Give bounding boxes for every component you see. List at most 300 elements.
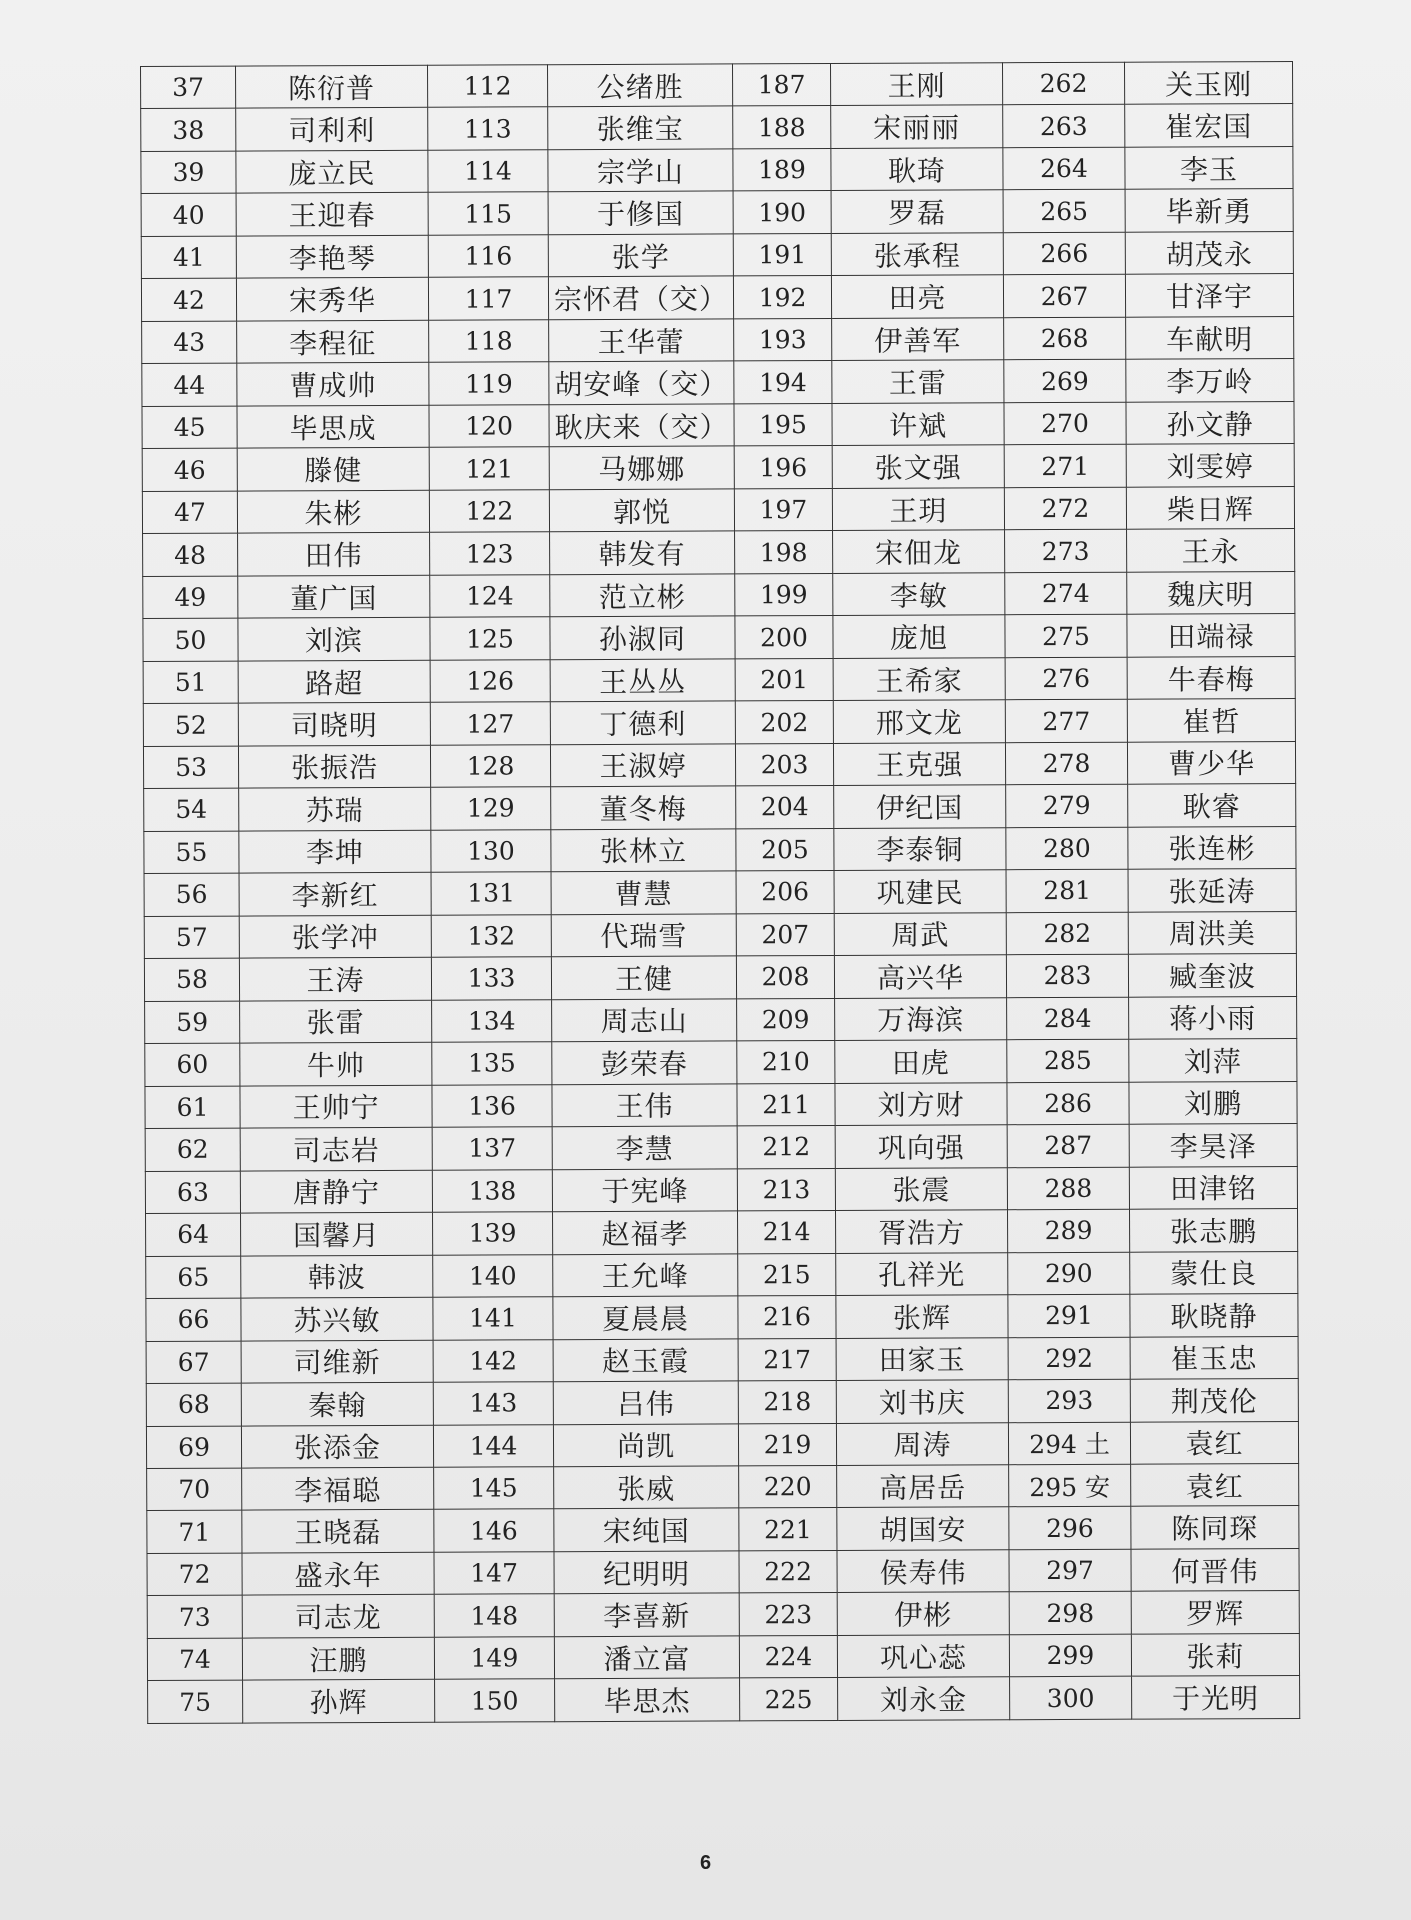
row-number-cell: 149	[434, 1637, 554, 1680]
row-number-cell: 206	[736, 871, 834, 914]
row-number-cell: 197	[734, 488, 832, 531]
name-cell: 代瑞雪	[551, 914, 736, 957]
name-cell: 王帅宁	[240, 1085, 432, 1128]
row-number-cell: 64	[146, 1213, 241, 1256]
row-number-cell: 284	[1007, 997, 1129, 1040]
name-cell: 潘立富	[554, 1636, 739, 1679]
name-cell: 苏瑞	[239, 787, 431, 830]
row-number-cell: 46	[142, 448, 237, 491]
name-cell: 车献明	[1126, 316, 1294, 359]
row-number-cell: 276	[1005, 657, 1127, 700]
name-cell: 朱彬	[237, 490, 429, 533]
name-cell: 柴日辉	[1126, 486, 1294, 529]
row-number-cell: 134	[432, 999, 552, 1042]
name-cell: 蒋小雨	[1129, 996, 1297, 1039]
row-number-cell: 130	[431, 829, 551, 872]
row-number-cell: 205	[736, 828, 834, 871]
table-row	[143, 614, 1295, 662]
row-number-cell: 116	[428, 235, 548, 278]
row-number-cell: 45	[142, 406, 237, 449]
row-number-cell: 43	[142, 321, 237, 364]
row-number-cell: 144	[433, 1424, 553, 1467]
table-row	[141, 104, 1293, 152]
row-number-cell: 209	[737, 998, 835, 1041]
row-number-cell: 216	[738, 1296, 836, 1339]
row-number-cell: 51	[143, 661, 238, 704]
row-number-cell: 139	[433, 1212, 553, 1255]
name-cell: 庞立民	[236, 150, 428, 193]
name-cell: 唐静宁	[240, 1170, 432, 1213]
row-number-cell: 50	[143, 618, 238, 661]
name-cell: 周武	[834, 912, 1006, 955]
row-number-cell: 121	[429, 447, 549, 490]
name-cell: 孙辉	[243, 1680, 435, 1723]
name-cell: 张林立	[551, 829, 736, 872]
row-number-cell: 70	[147, 1468, 242, 1511]
name-cell: 王华蕾	[549, 319, 734, 362]
row-number-cell: 140	[433, 1254, 553, 1297]
name-cell: 周涛	[836, 1422, 1008, 1465]
row-number-cell: 199	[735, 573, 833, 616]
row-number-cell: 63	[145, 1171, 240, 1214]
row-number-cell: 286	[1007, 1082, 1129, 1125]
row-number-cell: 225	[740, 1678, 838, 1721]
roster-table	[140, 61, 1300, 1724]
name-cell: 张文强	[832, 445, 1004, 488]
row-number-cell: 291	[1008, 1294, 1130, 1337]
name-cell: 邢文龙	[833, 700, 1005, 743]
name-cell: 韩波	[241, 1255, 433, 1298]
name-cell: 何晋伟	[1131, 1548, 1299, 1591]
table-row	[142, 359, 1294, 407]
row-number-cell: 38	[141, 109, 236, 152]
table-row	[145, 1166, 1297, 1214]
row-number-cell: 267	[1003, 275, 1125, 318]
row-number-cell: 287	[1007, 1124, 1129, 1167]
table-row	[147, 1548, 1299, 1596]
table-row	[143, 529, 1295, 577]
name-cell: 李敏	[833, 573, 1005, 616]
row-number-cell: 188	[733, 106, 831, 149]
row-number-cell: 122	[429, 490, 549, 533]
name-cell: 国馨月	[241, 1212, 433, 1255]
name-cell: 巩建民	[834, 870, 1006, 913]
name-cell: 宋秀华	[236, 278, 428, 321]
row-number-cell: 270	[1004, 402, 1126, 445]
page-number: 6	[699, 1852, 712, 1874]
name-cell: 盛永年	[242, 1552, 434, 1595]
row-number-cell: 68	[146, 1383, 241, 1426]
row-number-cell: 39	[141, 151, 236, 194]
name-cell: 路超	[238, 660, 430, 703]
row-number-cell: 294 土	[1008, 1422, 1130, 1465]
row-number-cell: 73	[147, 1596, 242, 1639]
name-cell: 张志鹏	[1129, 1209, 1297, 1252]
table-row	[145, 996, 1297, 1044]
row-number-cell: 290	[1008, 1252, 1130, 1295]
name-cell: 蒙仕良	[1130, 1251, 1298, 1294]
row-number-cell: 145	[434, 1467, 554, 1510]
table-row	[146, 1421, 1298, 1469]
name-cell: 李泰铜	[834, 827, 1006, 870]
row-number-cell: 275	[1005, 614, 1127, 657]
name-cell: 田伟	[238, 533, 430, 576]
row-number-cell: 217	[738, 1338, 836, 1381]
name-cell: 袁红	[1130, 1421, 1298, 1464]
name-cell: 孙淑同	[550, 616, 735, 659]
row-number-cell: 56	[144, 873, 239, 916]
name-cell: 崔宏国	[1125, 104, 1293, 147]
name-cell: 张学	[548, 234, 733, 277]
name-cell: 王希家	[833, 658, 1005, 701]
table-row	[144, 954, 1296, 1002]
name-cell: 滕健	[237, 448, 429, 491]
table-row	[142, 444, 1294, 492]
name-cell: 宗怀君（交）	[548, 276, 733, 319]
table-row	[141, 231, 1293, 279]
name-cell: 毕新勇	[1125, 189, 1293, 232]
row-number-cell: 71	[147, 1511, 242, 1554]
row-number-cell: 277	[1005, 699, 1127, 742]
row-number-cell: 129	[431, 787, 551, 830]
name-cell: 郭悦	[549, 489, 734, 532]
row-number-cell: 273	[1005, 530, 1127, 573]
row-number-cell: 131	[431, 872, 551, 915]
name-cell: 伊善军	[832, 318, 1004, 361]
row-number-cell: 67	[146, 1341, 241, 1384]
name-cell: 张雷	[240, 1000, 432, 1043]
row-number-cell: 135	[432, 1042, 552, 1085]
name-cell: 陈同琛	[1131, 1506, 1299, 1549]
table-row	[147, 1506, 1299, 1554]
name-cell: 崔哲	[1127, 699, 1295, 742]
row-number-cell: 274	[1005, 572, 1127, 615]
name-cell: 魏庆明	[1127, 571, 1295, 614]
row-number-cell: 57	[144, 916, 239, 959]
name-cell: 侯寿伟	[837, 1550, 1009, 1593]
name-cell: 司志龙	[242, 1595, 434, 1638]
name-cell: 牛春梅	[1127, 656, 1295, 699]
row-number-cell: 74	[147, 1638, 242, 1681]
name-cell: 伊彬	[837, 1592, 1009, 1635]
row-number-cell: 224	[739, 1635, 837, 1678]
name-cell: 宗学山	[548, 149, 733, 192]
row-number-cell: 221	[739, 1508, 837, 1551]
row-number-cell: 219	[738, 1423, 836, 1466]
row-number-cell: 120	[429, 405, 549, 448]
name-cell: 王迎春	[236, 193, 428, 236]
table-row	[143, 699, 1295, 747]
row-number-cell: 66	[146, 1298, 241, 1341]
name-cell: 庞旭	[833, 615, 1005, 658]
row-number-cell: 65	[146, 1256, 241, 1299]
name-cell: 耿晓静	[1130, 1294, 1298, 1337]
name-cell: 李玉	[1125, 146, 1293, 189]
name-cell: 巩心蕊	[837, 1635, 1009, 1678]
name-cell: 张学冲	[239, 915, 431, 958]
name-cell: 袁红	[1131, 1463, 1299, 1506]
name-cell: 耿睿	[1128, 784, 1296, 827]
row-number-cell: 200	[735, 616, 833, 659]
row-number-cell: 69	[146, 1426, 241, 1469]
name-cell: 毕思杰	[555, 1678, 740, 1721]
name-cell: 曹少华	[1127, 741, 1295, 784]
name-cell: 耿琦	[831, 148, 1003, 191]
name-cell: 伊纪国	[834, 785, 1006, 828]
row-number-cell: 125	[430, 617, 550, 660]
name-cell: 胥浩方	[836, 1210, 1008, 1253]
row-number-cell: 220	[739, 1465, 837, 1508]
row-number-cell: 55	[144, 831, 239, 874]
name-cell: 张震	[835, 1167, 1007, 1210]
row-number-cell: 58	[144, 958, 239, 1001]
table-row	[144, 826, 1296, 874]
name-cell: 赵福孝	[553, 1211, 738, 1254]
row-number-cell: 282	[1006, 912, 1128, 955]
row-number-cell: 299	[1009, 1634, 1131, 1677]
table-row	[144, 784, 1296, 832]
row-number-cell: 262	[1002, 62, 1124, 105]
row-number-cell: 268	[1004, 317, 1126, 360]
name-cell: 于宪峰	[552, 1168, 737, 1211]
name-cell: 李慧	[552, 1126, 737, 1169]
table-row	[144, 911, 1296, 959]
name-cell: 田端禄	[1127, 614, 1295, 657]
row-number-cell: 53	[143, 746, 238, 789]
table-row	[141, 146, 1293, 194]
row-number-cell: 41	[141, 236, 236, 279]
row-number-cell: 138	[432, 1169, 552, 1212]
name-cell: 司维新	[241, 1340, 433, 1383]
name-cell: 田津铭	[1129, 1166, 1297, 1209]
row-number-cell: 119	[429, 362, 549, 405]
name-cell: 孔祥光	[836, 1252, 1008, 1295]
row-number-cell: 201	[735, 658, 833, 701]
name-cell: 王克强	[833, 742, 1005, 785]
name-cell: 田亮	[831, 275, 1003, 318]
row-number-cell: 142	[433, 1339, 553, 1382]
name-cell: 刘滨	[238, 618, 430, 661]
table-row	[145, 1081, 1297, 1129]
name-cell: 苏兴敏	[241, 1297, 433, 1340]
name-cell: 王淑婷	[550, 744, 735, 787]
row-number-cell: 114	[428, 150, 548, 193]
name-cell: 司志岩	[240, 1127, 432, 1170]
name-cell: 刘雯婷	[1126, 444, 1294, 487]
name-cell: 张添金	[241, 1425, 433, 1468]
name-cell: 臧奎波	[1128, 954, 1296, 997]
row-number-cell: 47	[142, 491, 237, 534]
table-row	[142, 401, 1294, 449]
name-cell: 周志山	[552, 999, 737, 1042]
table-row	[146, 1251, 1298, 1299]
row-number-cell: 117	[428, 277, 548, 320]
row-number-cell: 148	[434, 1594, 554, 1637]
table-row	[146, 1294, 1298, 1342]
name-cell: 刘萍	[1129, 1039, 1297, 1082]
name-cell: 崔玉忠	[1130, 1336, 1298, 1379]
row-number-cell: 143	[433, 1382, 553, 1425]
table-row	[147, 1463, 1299, 1511]
name-cell: 彭荣春	[552, 1041, 737, 1084]
row-number-cell: 300	[1010, 1677, 1132, 1720]
row-number-cell: 59	[145, 1001, 240, 1044]
name-cell: 李昊泽	[1129, 1124, 1297, 1167]
name-cell: 李新红	[239, 872, 431, 915]
name-cell: 司利利	[236, 108, 428, 151]
table-row	[147, 1633, 1299, 1681]
name-cell: 夏晨晨	[553, 1296, 738, 1339]
table-row	[143, 571, 1295, 619]
row-number-cell: 296	[1009, 1507, 1131, 1550]
name-cell: 胡安峰（交）	[549, 361, 734, 404]
row-number-cell: 198	[735, 531, 833, 574]
row-number-cell: 190	[733, 191, 831, 234]
table-row	[146, 1378, 1298, 1426]
row-number-cell: 124	[430, 575, 550, 618]
name-cell: 高兴华	[834, 955, 1006, 998]
name-cell: 王刚	[830, 63, 1002, 106]
name-cell: 周洪美	[1128, 911, 1296, 954]
row-number-cell: 265	[1003, 190, 1125, 233]
name-cell: 汪鹏	[242, 1637, 434, 1680]
name-cell: 孙文静	[1126, 401, 1294, 444]
row-number-cell: 203	[735, 743, 833, 786]
name-cell: 王永	[1127, 529, 1295, 572]
name-cell: 李万岭	[1126, 359, 1294, 402]
row-number-cell: 281	[1006, 869, 1128, 912]
table-row	[143, 741, 1295, 789]
row-number-cell: 195	[734, 403, 832, 446]
name-cell: 宋纯国	[554, 1508, 739, 1551]
row-number-cell: 298	[1009, 1592, 1131, 1635]
name-cell: 王涛	[239, 957, 431, 1000]
name-cell: 荆茂伦	[1130, 1378, 1298, 1421]
name-cell: 牛帅	[240, 1042, 432, 1085]
name-cell: 李程征	[237, 320, 429, 363]
name-cell: 韩发有	[550, 531, 735, 574]
table-row	[141, 189, 1293, 237]
row-number-cell: 223	[739, 1593, 837, 1636]
row-number-cell: 289	[1007, 1209, 1129, 1252]
name-cell: 秦翰	[241, 1382, 433, 1425]
name-cell: 公绪胜	[547, 64, 732, 107]
row-number-cell: 189	[733, 148, 831, 191]
name-cell: 张威	[554, 1466, 739, 1509]
row-number-cell: 40	[141, 194, 236, 237]
table-row	[146, 1209, 1298, 1257]
name-cell: 高居岳	[837, 1465, 1009, 1508]
name-cell: 田虎	[835, 1040, 1007, 1083]
row-number-cell: 191	[733, 233, 831, 276]
row-number-cell: 280	[1006, 827, 1128, 870]
row-number-cell: 113	[428, 107, 548, 150]
name-cell: 纪明明	[554, 1551, 739, 1594]
name-cell: 陈衍普	[236, 65, 428, 108]
row-number-cell: 202	[735, 701, 833, 744]
name-cell: 耿庆来（交）	[549, 404, 734, 447]
row-number-cell: 214	[738, 1211, 836, 1254]
name-cell: 刘鹏	[1129, 1081, 1297, 1124]
row-number-cell: 272	[1004, 487, 1126, 530]
name-cell: 甘泽宇	[1125, 274, 1293, 317]
name-cell: 罗磊	[831, 190, 1003, 233]
row-number-cell: 207	[736, 913, 834, 956]
row-number-cell: 269	[1004, 360, 1126, 403]
row-number-cell: 72	[147, 1553, 242, 1596]
name-cell: 王允峰	[553, 1253, 738, 1296]
row-number-cell: 211	[737, 1083, 835, 1126]
name-cell: 许斌	[832, 403, 1004, 446]
name-cell: 宋丽丽	[831, 105, 1003, 148]
row-number-cell: 60	[145, 1043, 240, 1086]
row-number-cell: 48	[143, 533, 238, 576]
name-cell: 关玉刚	[1124, 61, 1292, 104]
row-number-cell: 194	[734, 361, 832, 404]
name-cell: 王伟	[552, 1084, 737, 1127]
row-number-cell: 49	[143, 576, 238, 619]
name-cell: 王雷	[832, 360, 1004, 403]
row-number-cell: 147	[434, 1552, 554, 1595]
name-cell: 曹慧	[551, 871, 736, 914]
row-number-cell: 136	[432, 1084, 552, 1127]
name-cell: 刘永金	[838, 1677, 1010, 1720]
table-row	[145, 1124, 1297, 1172]
row-number-cell: 127	[430, 702, 550, 745]
row-number-cell: 215	[738, 1253, 836, 1296]
table-row	[142, 486, 1294, 534]
name-cell: 赵玉霞	[553, 1338, 738, 1381]
name-cell: 王健	[551, 956, 736, 999]
row-number-cell: 146	[434, 1509, 554, 1552]
row-number-cell: 208	[736, 956, 834, 999]
name-cell: 李坤	[239, 830, 431, 873]
row-number-cell: 126	[430, 659, 550, 702]
row-number-cell: 212	[737, 1126, 835, 1169]
table-row	[141, 274, 1293, 322]
row-number-cell: 292	[1008, 1337, 1130, 1380]
name-cell: 胡国安	[837, 1507, 1009, 1550]
table-row	[144, 869, 1296, 917]
name-cell: 张维宝	[548, 106, 733, 149]
row-number-cell: 44	[142, 363, 237, 406]
row-number-cell: 52	[143, 703, 238, 746]
row-number-cell: 193	[734, 318, 832, 361]
name-cell: 张振浩	[238, 745, 430, 788]
row-number-cell: 222	[739, 1550, 837, 1593]
row-number-cell: 42	[141, 279, 236, 322]
name-cell: 刘方财	[835, 1082, 1007, 1125]
name-cell: 刘书庆	[836, 1380, 1008, 1423]
row-number-cell: 218	[738, 1380, 836, 1423]
row-number-cell: 283	[1006, 954, 1128, 997]
name-cell: 王丛丛	[550, 659, 735, 702]
row-number-cell: 61	[145, 1086, 240, 1129]
name-cell: 万海滨	[835, 997, 1007, 1040]
row-number-cell: 264	[1003, 147, 1125, 190]
row-number-cell: 118	[429, 320, 549, 363]
row-number-cell: 128	[430, 744, 550, 787]
row-number-cell: 210	[737, 1041, 835, 1084]
name-cell: 于光明	[1132, 1676, 1300, 1719]
name-cell: 马娜娜	[549, 446, 734, 489]
name-cell: 丁德利	[550, 701, 735, 744]
row-number-cell: 133	[431, 957, 551, 1000]
row-number-cell: 132	[431, 914, 551, 957]
row-number-cell: 293	[1008, 1379, 1130, 1422]
row-number-cell: 297	[1009, 1549, 1131, 1592]
name-cell: 胡茂永	[1125, 231, 1293, 274]
